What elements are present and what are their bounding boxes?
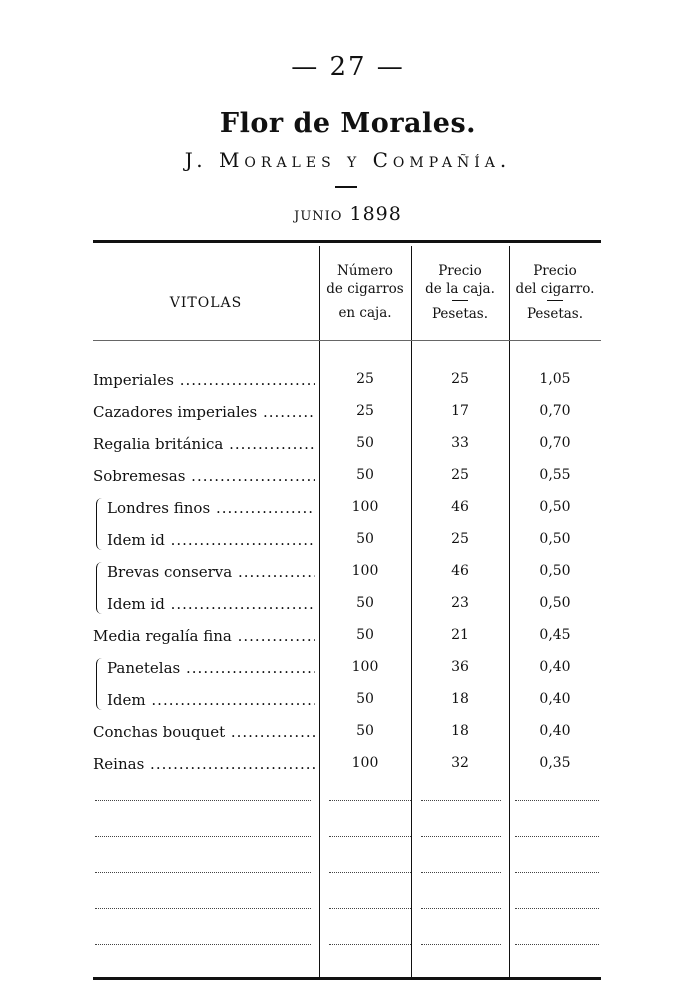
box-price: 18 xyxy=(451,691,469,707)
dotted-leader xyxy=(95,872,311,873)
cigar-price: 0,50 xyxy=(539,499,571,515)
vitola-name: Idem ..... xyxy=(107,691,315,709)
dotted-leader xyxy=(95,800,311,801)
cigar-price: 0,55 xyxy=(539,467,571,483)
dotted-leader xyxy=(515,908,599,909)
page-number: — 27 — xyxy=(291,52,405,82)
dotted-leader xyxy=(515,836,599,837)
title-divider xyxy=(335,186,357,188)
dotted-leader xyxy=(95,836,311,837)
dotted-leader xyxy=(95,908,311,909)
header-num-line1: Número xyxy=(337,263,393,279)
box-price: 46 xyxy=(451,499,469,515)
brace-brevas xyxy=(96,562,105,614)
header-separator xyxy=(93,340,601,341)
box-price: 23 xyxy=(451,595,469,611)
cigar-price: 0,40 xyxy=(539,659,571,675)
table-row xyxy=(93,435,601,467)
dotted-leader xyxy=(95,944,311,945)
header-cigar-price xyxy=(509,262,601,323)
cigars-per-box: 25 xyxy=(356,371,374,387)
box-price: 21 xyxy=(451,627,469,643)
vitola-name: Media regalía fina ..... xyxy=(93,627,315,645)
company-name: J. Morales y Compañía. xyxy=(184,148,512,172)
dotted-leader xyxy=(329,836,411,837)
dotted-leader xyxy=(421,800,501,801)
brace-londres xyxy=(96,498,105,550)
cigar-price: 1,05 xyxy=(539,371,571,387)
cigar-price: 0,50 xyxy=(539,595,571,611)
cigars-per-box: 50 xyxy=(356,435,374,451)
vitola-name: Reinas ..... xyxy=(93,755,315,773)
vitola-name: Cazadores imperiales ..... xyxy=(93,403,315,421)
table-row xyxy=(93,371,601,403)
box-price: 17 xyxy=(451,403,469,419)
table-row xyxy=(93,563,601,595)
table-row xyxy=(93,499,601,531)
cigars-per-box: 50 xyxy=(356,691,374,707)
vitola-name: Imperiales ..... xyxy=(93,371,315,389)
table-row xyxy=(93,723,601,755)
header-number-of-cigars xyxy=(319,262,411,322)
box-price: 25 xyxy=(451,371,469,387)
cigars-per-box: 50 xyxy=(356,467,374,483)
vitola-name: Panetelas ..... xyxy=(107,659,315,677)
document-title: Flor de Morales. xyxy=(219,108,477,139)
header-caja-line2: de la caja. xyxy=(425,281,495,297)
box-price: 32 xyxy=(451,755,469,771)
cigars-per-box: 100 xyxy=(351,659,379,675)
cigars-per-box: 100 xyxy=(351,755,379,771)
header-cig-line1: Precio xyxy=(533,263,577,279)
dotted-leader xyxy=(515,800,599,801)
dotted-leader xyxy=(421,872,501,873)
cigar-price: 0,50 xyxy=(539,531,571,547)
cigars-per-box: 50 xyxy=(356,531,374,547)
cigar-price: 0,40 xyxy=(539,691,571,707)
vitola-name: Idem id ..... xyxy=(107,595,315,613)
dotted-leader xyxy=(515,944,599,945)
table-row xyxy=(93,755,601,787)
table-row xyxy=(93,531,601,563)
vitola-name: Londres finos ..... xyxy=(107,499,315,517)
document-date: junio 1898 xyxy=(294,203,402,225)
cigars-per-box: 50 xyxy=(356,723,374,739)
brace-panetelas xyxy=(96,658,105,710)
table-top-rule xyxy=(93,240,601,243)
vitola-name: Sobremesas ..... xyxy=(93,467,315,485)
header-box-price xyxy=(411,262,509,323)
dotted-leader xyxy=(329,800,411,801)
dotted-leader xyxy=(329,872,411,873)
header-cig-unit: Pesetas. xyxy=(526,306,584,322)
box-price: 46 xyxy=(451,563,469,579)
header-cig-line2: del cigarro. xyxy=(515,281,595,297)
cigars-per-box: 25 xyxy=(356,403,374,419)
header-caja-dash xyxy=(452,300,468,301)
header-caja-unit: Pesetas. xyxy=(431,306,489,322)
table-row xyxy=(93,595,601,627)
cigar-price: 0,45 xyxy=(539,627,571,643)
box-price: 25 xyxy=(451,467,469,483)
header-cig-dash xyxy=(547,300,563,301)
vitola-name: Regalia británica ..... xyxy=(93,435,315,453)
table-row xyxy=(93,467,601,499)
cigar-price: 0,50 xyxy=(539,563,571,579)
dotted-leader xyxy=(329,908,411,909)
box-price: 33 xyxy=(451,435,469,451)
cigars-per-box: 100 xyxy=(351,563,379,579)
vitola-name: Idem id ..... xyxy=(107,531,315,549)
vitola-name: Conchas bouquet ..... xyxy=(93,723,315,741)
header-num-line2: de cigarros xyxy=(326,281,404,297)
cigar-price: 0,70 xyxy=(539,403,571,419)
box-price: 25 xyxy=(451,531,469,547)
cigars-per-box: 100 xyxy=(351,499,379,515)
cigar-price: 0,70 xyxy=(539,435,571,451)
dotted-leader xyxy=(421,908,501,909)
table-row xyxy=(93,627,601,659)
table-bottom-rule xyxy=(93,977,601,980)
header-caja-line1: Precio xyxy=(438,263,482,279)
box-price: 36 xyxy=(451,659,469,675)
box-price: 18 xyxy=(451,723,469,739)
table-row xyxy=(93,403,601,435)
vitola-name: Brevas conserva ..... xyxy=(107,563,315,581)
header-vitolas: VITOLAS xyxy=(169,295,243,311)
cigar-price: 0,40 xyxy=(539,723,571,739)
dotted-leader xyxy=(421,836,501,837)
cigar-price: 0,35 xyxy=(539,755,571,771)
cigars-per-box: 50 xyxy=(356,627,374,643)
table-row xyxy=(93,691,601,723)
dotted-leader xyxy=(421,944,501,945)
dotted-leader xyxy=(515,872,599,873)
header-num-line3: en caja. xyxy=(338,305,392,321)
table-row xyxy=(93,659,601,691)
cigars-per-box: 50 xyxy=(356,595,374,611)
dotted-leader xyxy=(329,944,411,945)
